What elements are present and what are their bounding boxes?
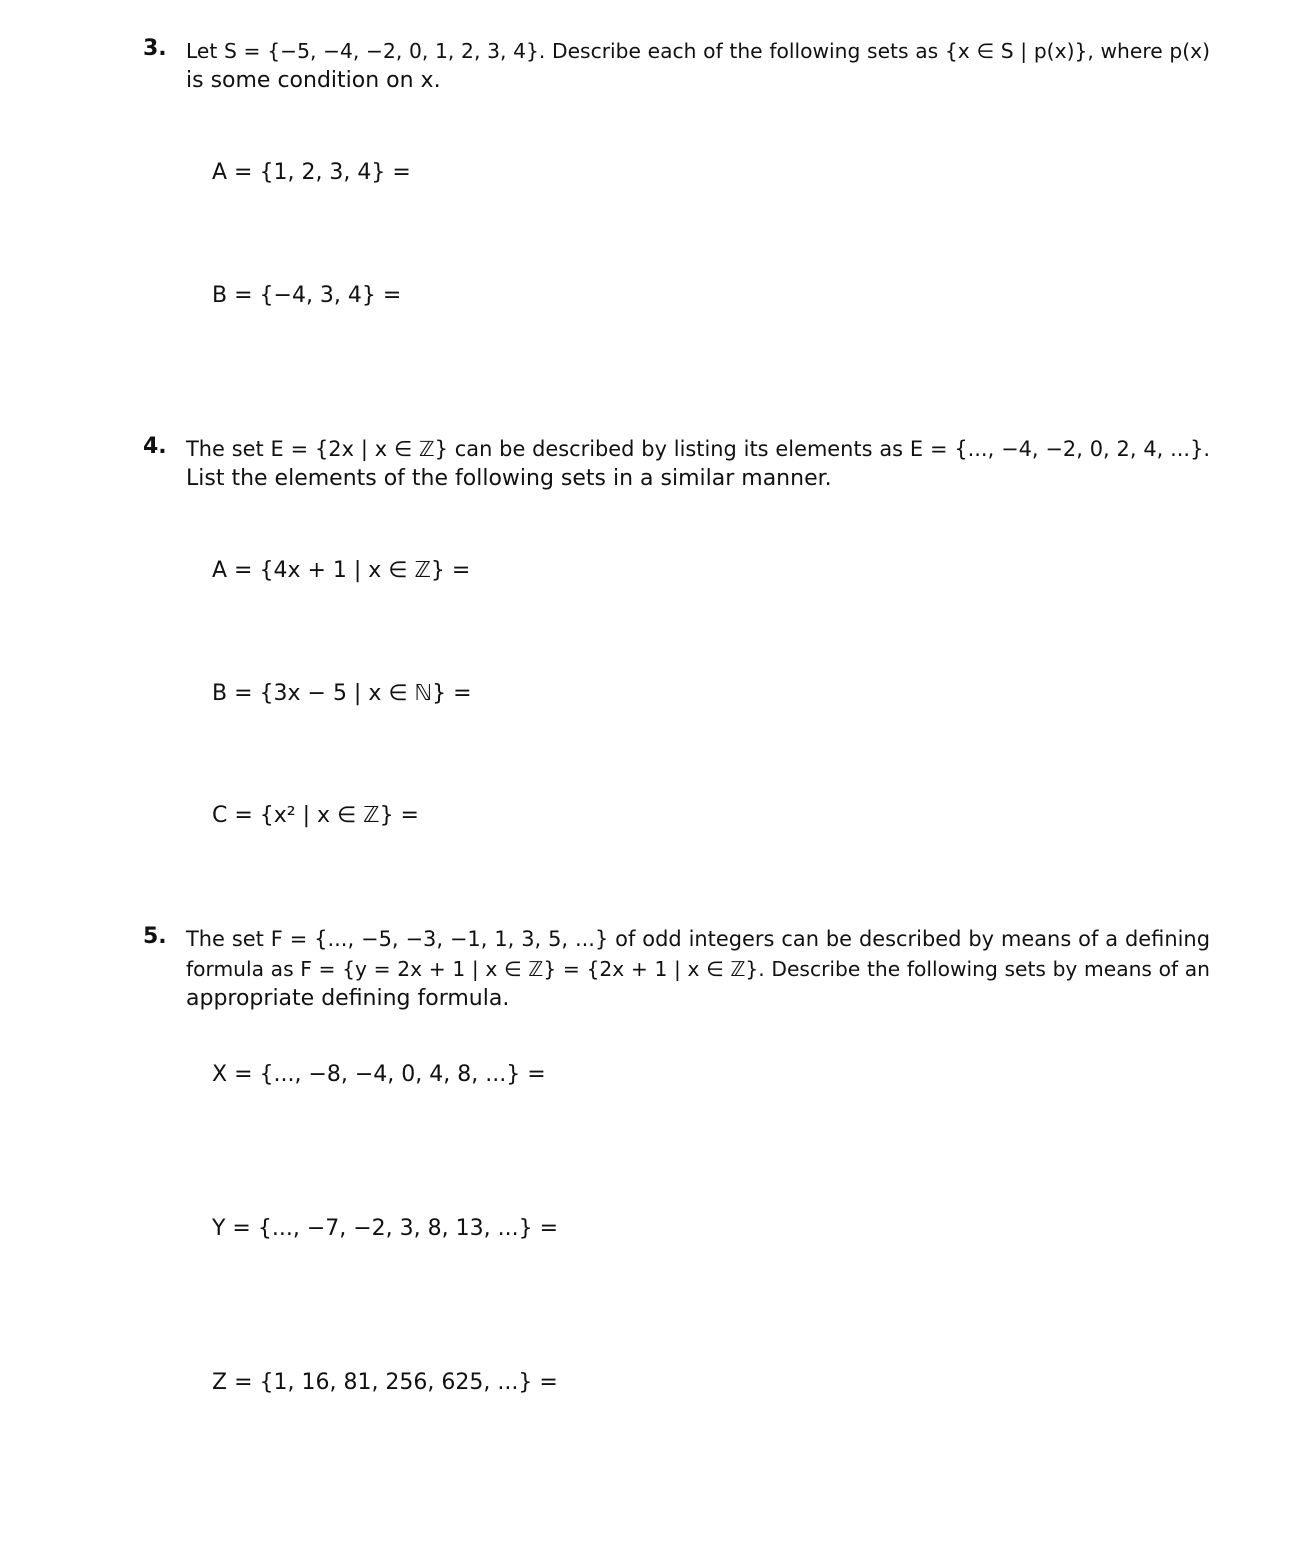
prompt-line: The set E = {2x | x ∈ ℤ} can be described by listing its elements as E = {..., −4, −2, 0, 2, 4, ...}. — [186, 437, 1210, 461]
problem-3 — [143, 36, 1210, 96]
set-item-5x: X = {..., −8, −4, 0, 4, 8, ...} = — [212, 1062, 546, 1087]
problem-number: 4. — [143, 434, 167, 459]
problem-prompt — [186, 434, 1210, 494]
set-item-4a: A = {4x + 1 | x ∈ ℤ} = — [212, 558, 471, 583]
problem-5 — [143, 924, 1210, 1014]
problem-prompt — [186, 36, 1210, 96]
prompt-line: appropriate defining formula. — [186, 986, 510, 1011]
problem-number: 5. — [143, 924, 167, 949]
prompt-line: List the elements of the following sets in a similar manner. — [186, 466, 832, 491]
prompt-line: The set F = {..., −5, −3, −1, 1, 3, 5, ...} of odd integers can be described by means of a defining — [186, 927, 1210, 951]
set-item-4b: B = {3x − 5 | x ∈ ℕ} = — [212, 681, 472, 706]
set-item-3b: B = {−4, 3, 4} = — [212, 283, 402, 308]
set-item-4c: C = {x² | x ∈ ℤ} = — [212, 803, 419, 828]
prompt-line: is some condition on x. — [186, 68, 441, 93]
problem-prompt — [186, 924, 1210, 1014]
set-item-5y: Y = {..., −7, −2, 3, 8, 13, ...} = — [212, 1216, 559, 1241]
problem-number: 3. — [143, 36, 167, 61]
problem-4 — [143, 434, 1210, 494]
set-item-5z: Z = {1, 16, 81, 256, 625, ...} = — [212, 1370, 558, 1395]
prompt-line: formula as F = {y = 2x + 1 | x ∈ ℤ} = {2x + 1 | x ∈ ℤ}. Describe the following sets by means of an — [186, 957, 1210, 981]
prompt-line: Let S = {−5, −4, −2, 0, 1, 2, 3, 4}. Describe each of the following sets as {x ∈ S | p(x)}, where p(x) — [186, 39, 1210, 63]
set-item-3a: A = {1, 2, 3, 4} = — [212, 160, 411, 185]
